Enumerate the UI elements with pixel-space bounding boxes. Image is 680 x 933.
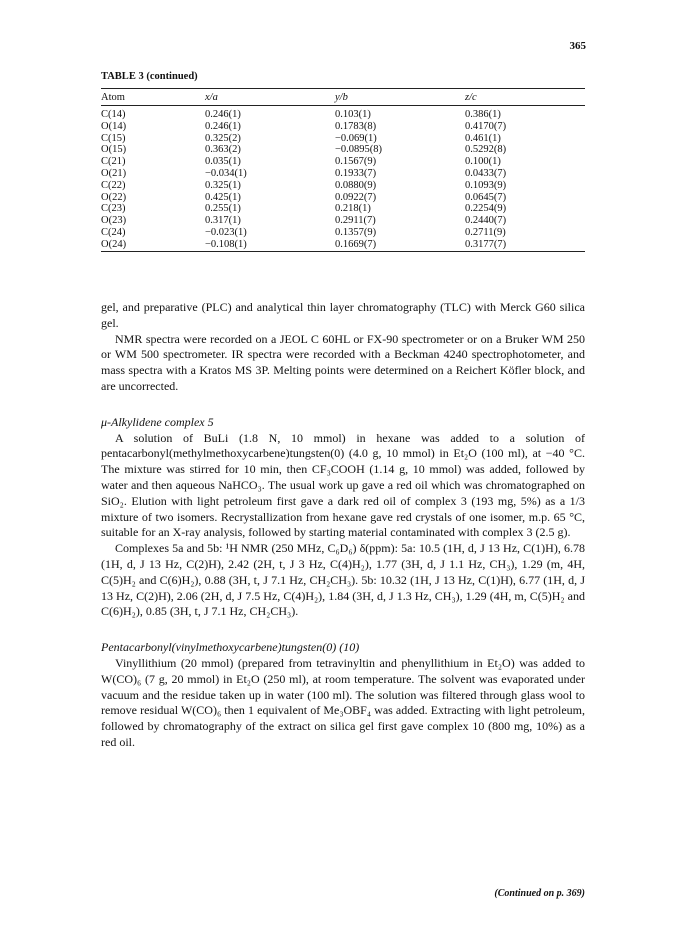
column-header-atom: Atom — [101, 91, 125, 103]
table-row — [101, 105, 585, 121]
atom-cell: C(24) — [101, 226, 126, 238]
y-cell: 0.2911(7) — [335, 215, 376, 227]
z-cell: 0.386(1) — [465, 109, 501, 120]
table-row — [101, 121, 585, 133]
x-cell: 0.255(1) — [205, 203, 241, 215]
table-caption: TABLE 3 (continued) — [101, 71, 198, 82]
x-cell: 0.363(2) — [205, 144, 241, 156]
atom-cell: O(22) — [101, 191, 127, 203]
table-row — [101, 180, 585, 192]
atom-cell: O(23) — [101, 215, 127, 227]
z-cell: 0.2711(9) — [465, 226, 506, 238]
table-row — [101, 203, 585, 215]
paragraph-silica-gel: gel, and preparative (PLC) and analytical thin layer chromatography (TLC) with Merck G60 silica gel. — [101, 300, 585, 330]
table-row — [101, 156, 585, 168]
column-header-x: x/a — [205, 91, 218, 103]
heading-alkylidene-complex: μ-Alkylidene complex 5 — [101, 414, 214, 429]
x-cell: −0.034(1) — [205, 167, 247, 179]
table-row — [101, 133, 585, 145]
z-cell: 0.0433(7) — [465, 167, 507, 179]
x-cell: 0.246(1) — [205, 109, 241, 120]
atom-cell: C(22) — [101, 179, 126, 191]
y-cell: 0.1933(7) — [335, 167, 377, 179]
atom-cell: C(23) — [101, 203, 126, 215]
paragraph-spectra: NMR spectra were recorded on a JEOL C 60HL or FX-90 spectrometer or on a Bruker WM 250 or WM 500 spectrometer. IR spectra were recorded with a Beckman 4240 spectrophotometer, and mass spectra with a Kratos MS 3P. Melting points were determined on a Reichert Köfler block, and are uncorrected. — [101, 331, 585, 393]
table-row — [101, 168, 585, 180]
z-cell: 0.5292(8) — [465, 144, 507, 156]
atom-cell: C(15) — [101, 132, 126, 144]
heading-vinylmethoxycarbene: Pentacarbonyl(vinylmethoxycarbene)tungsten(0) (10) — [101, 640, 360, 655]
x-cell: 0.246(1) — [205, 120, 241, 132]
z-cell: 0.0645(7) — [465, 191, 507, 203]
y-cell: 0.103(1) — [335, 109, 371, 120]
table-row — [101, 215, 585, 227]
atom-cell: O(24) — [101, 238, 127, 250]
atom-cell: O(14) — [101, 120, 127, 132]
x-cell: −0.023(1) — [205, 226, 247, 238]
paragraph-alkylidene-procedure: A solution of BuLi (1.8 N, 10 mmol) in hexane was added to a solution of pentacarbonyl(methylmethoxycarbene)tungsten(0) (4.0 g, 10 mmol) in Et₂O (100 ml), at −40 °C. The mixture was stirred for 10 min, then CF₃COOH (1.14 g, 10 mmol) was added, followed by water and then aqueous NaHCO₃. The usual work up gave a red oil which was chromatographed on SiO₂. Elution with light petroleum first gave a dark red oil of complex 3 (193 mg, 5%) as a 1/3 mixture of two isomers. Recrystallization from hexane gave red crystals of one isomer, m.p. 65 °C, suitable for an X-ray analysis, followed by starting material contaminated with complex 3 (2.5 g). — [101, 430, 585, 540]
table-row — [101, 239, 585, 251]
z-cell: 0.4170(7) — [465, 120, 507, 132]
page-number: 365 — [569, 40, 586, 52]
y-cell: 0.1357(9) — [335, 226, 377, 238]
atom-cell: C(21) — [101, 156, 126, 168]
atom-cell: O(21) — [101, 167, 127, 179]
z-cell: 0.2440(7) — [465, 215, 507, 227]
paragraph-vinyl-procedure: Vinyllithium (20 mmol) (prepared from tetravinyltin and phenyllithium in Et₂O) was added to W(CO)₆ (7 g, 20 mmol) in Et₂O (250 ml), at room temperature. The solvent was evaporated under vacuum and the residue taken up in water (100 ml). The solution was filtered through glass wool to remove residual W(CO)₆ then 1 equivalent of Me₃OBF₄ was added. Extracting with light petroleum, followed by chromatography of the extract on silica gel first gave complex 10 (800 mg, 10%) as a red oil. — [101, 655, 585, 749]
column-header-z: z/c — [465, 91, 477, 103]
column-header-y: y/b — [335, 91, 348, 103]
x-cell: 0.317(1) — [205, 215, 241, 227]
x-cell: 0.425(1) — [205, 191, 241, 203]
body-text — [101, 300, 585, 751]
y-cell: −0.069(1) — [335, 132, 377, 144]
x-cell: 0.325(1) — [205, 179, 241, 191]
z-cell: 0.461(1) — [465, 132, 501, 144]
x-cell: −0.108(1) — [205, 238, 247, 250]
continued-note: (Continued on p. 369) — [494, 888, 585, 899]
y-cell: 0.218(1) — [335, 203, 371, 215]
atom-cell: C(14) — [101, 109, 126, 120]
table-row — [101, 144, 585, 156]
table-header-row — [101, 89, 585, 105]
y-cell: −0.0895(8) — [335, 144, 383, 156]
x-cell: 0.325(2) — [205, 132, 241, 144]
x-cell: 0.035(1) — [205, 156, 241, 168]
z-cell: 0.100(1) — [465, 156, 501, 168]
z-cell: 0.2254(9) — [465, 203, 507, 215]
paragraph-nmr-data: Complexes 5a and 5b: ¹H NMR (250 MHz, C₆D₆) δ(ppm): 5a: 10.5 (1H, d, J 13 Hz, C(1)H), 6.78 (1H, d, J 13 Hz, C(2)H), 2.42 (2H, t, J 3 Hz, C(4)H₂), 1.77 (3H, d, J 1.1 Hz, CH₃), 1.29 (m, 4H, C(5)H₂ and C(6)H₂), 0.88 (3H, t, J 7.1 Hz, CH₂CH₃). 5b: 10.32 (1H, J 13 Hz, C(1)H), 6.77 (1H, d, J 13 Hz, C(2)H), 2.06 (2H, d, J 7.5 Hz, C(4)H₂), 1.84 (3H, d, J 1.3 Hz, CH₃), 1.29 (4H, m, C(5)H₂ and C(6)H₂), 0.85 (3H, t, J 7.1 Hz, CH₂CH₃). — [101, 541, 585, 619]
coordinates-table — [101, 88, 585, 252]
table-bottom-rule — [101, 251, 585, 252]
table-header-rule — [101, 105, 585, 106]
y-cell: 0.1783(8) — [335, 120, 377, 132]
table-row — [101, 192, 585, 204]
z-cell: 0.3177(7) — [465, 238, 507, 250]
atom-cell: O(15) — [101, 144, 127, 156]
y-cell: 0.0880(9) — [335, 179, 377, 191]
table-row — [101, 227, 585, 239]
y-cell: 0.1567(9) — [335, 156, 377, 168]
y-cell: 0.1669(7) — [335, 238, 377, 250]
z-cell: 0.1093(9) — [465, 179, 507, 191]
y-cell: 0.0922(7) — [335, 191, 377, 203]
